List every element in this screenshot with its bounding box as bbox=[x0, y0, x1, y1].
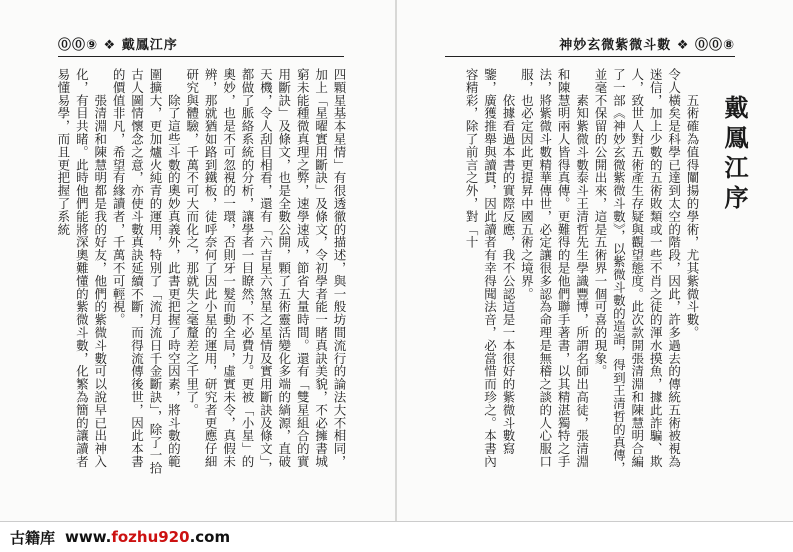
left-header-rule bbox=[58, 56, 344, 57]
url-highlight: fozhu920 bbox=[111, 528, 190, 546]
left-page bbox=[0, 0, 396, 522]
right-header-rule bbox=[445, 56, 735, 57]
url-prefix: www. bbox=[65, 528, 112, 546]
watermark-footer bbox=[0, 521, 793, 552]
left-page-header: ⓪⓪⑨ ❖ 戴鳳江序 bbox=[58, 38, 178, 53]
url-suffix: .com bbox=[189, 528, 231, 546]
right-page-header: 神妙玄微紫微斗數 ❖ ⓪⓪⑧ bbox=[559, 38, 735, 53]
site-brand: 古籍库 bbox=[10, 528, 56, 547]
right-page bbox=[397, 0, 793, 522]
chapter-title: 戴鳳江序 bbox=[720, 95, 749, 215]
left-page-body: 四顆星基本星情」有很透徹的描述，與一般坊間流行的論法大不相同，加上「星曜實用斷訣」及條文，令初學者能一睹真訣美貌，不必擁書城窮未能種微真理之弊，速學速成，節省大量時間。還有「雙星組合的實用斷訣」及條文，也是全數公開，顆了五術靈活變化多端的緔源，直破天機，令人刮目相看，還有「六吉星六煞星之星情及實用斷訣及條文」，都做了脈絡系統的分析，讓學者一目瞭然，不必費力。更被「小星」的奧妙，也是不可忽視的一環，否則牙一髮而動全局，虛實未令，真假未辨，那就猶如路到鐵板，徒呼奈何了因此小星的運用，研究者更應仔細研究與體驗，千萬不可大而化之，那就失之毫釐差之千里了。 除了這些斗數的奧妙真義外，此書更把握了時空因素，將斗數的範圍擴大，更加爐火純青的運用，特別了「流月流日千金斷訣」，除了一拾古人圖情懷念之意，亦使斗數真訣延續不斷，而得流傳後世，因此本書的價值非凡，希望有緣讀者，千萬不可輕視。 張清淵和陳慧明都是我的好友，他們的紫微斗數可以說早已出神入化，有目共睹。此時他們能將深奧難懂的紫微斗數，化繁為簡的讓讀者易懂易學，而且更把握了系統 bbox=[55, 68, 347, 475]
site-url[interactable] bbox=[65, 528, 230, 546]
right-page-body: 五術確為值得闡揚的學術，尤其紫微斗數。 令人橫矣是科學已達到太空的階段，因此，許多過去的傳統五術被視為迷信，加上少數的五術敗類或一些不肖之徒的渾水摸魚，據此詐騙、欺人，致世人對五術產生存疑與觀望態度。此次款開張清淵和陳慧明合編了一部《神妙玄微紫微斗數》，以紫微斗數的造詣，得到王清哲的真傳，並毫不保留的公開出來，這是五術界一個可喜的現象。 素知紫微斗數泰斗王清哲先生學識豐博，所謂名師出高徒，張清淵和陳慧明兩人皆得真傳。更難得的是他們聯手著書，以其精湛獨特之手法，將紫微斗數精華傳世，必定讓很多認為命理是無稽之談的人心服口服，也必定因此更提昇中國五術之境界。 依據看過本書的實際反應，我不公認這是一本很好的紫微斗數寫鑒，廣獲推舉與讀貫，因此讀者有幸得聞法音，必當惜而珍之。本書內容精彩，除了前言之外，對「十 bbox=[464, 68, 700, 475]
